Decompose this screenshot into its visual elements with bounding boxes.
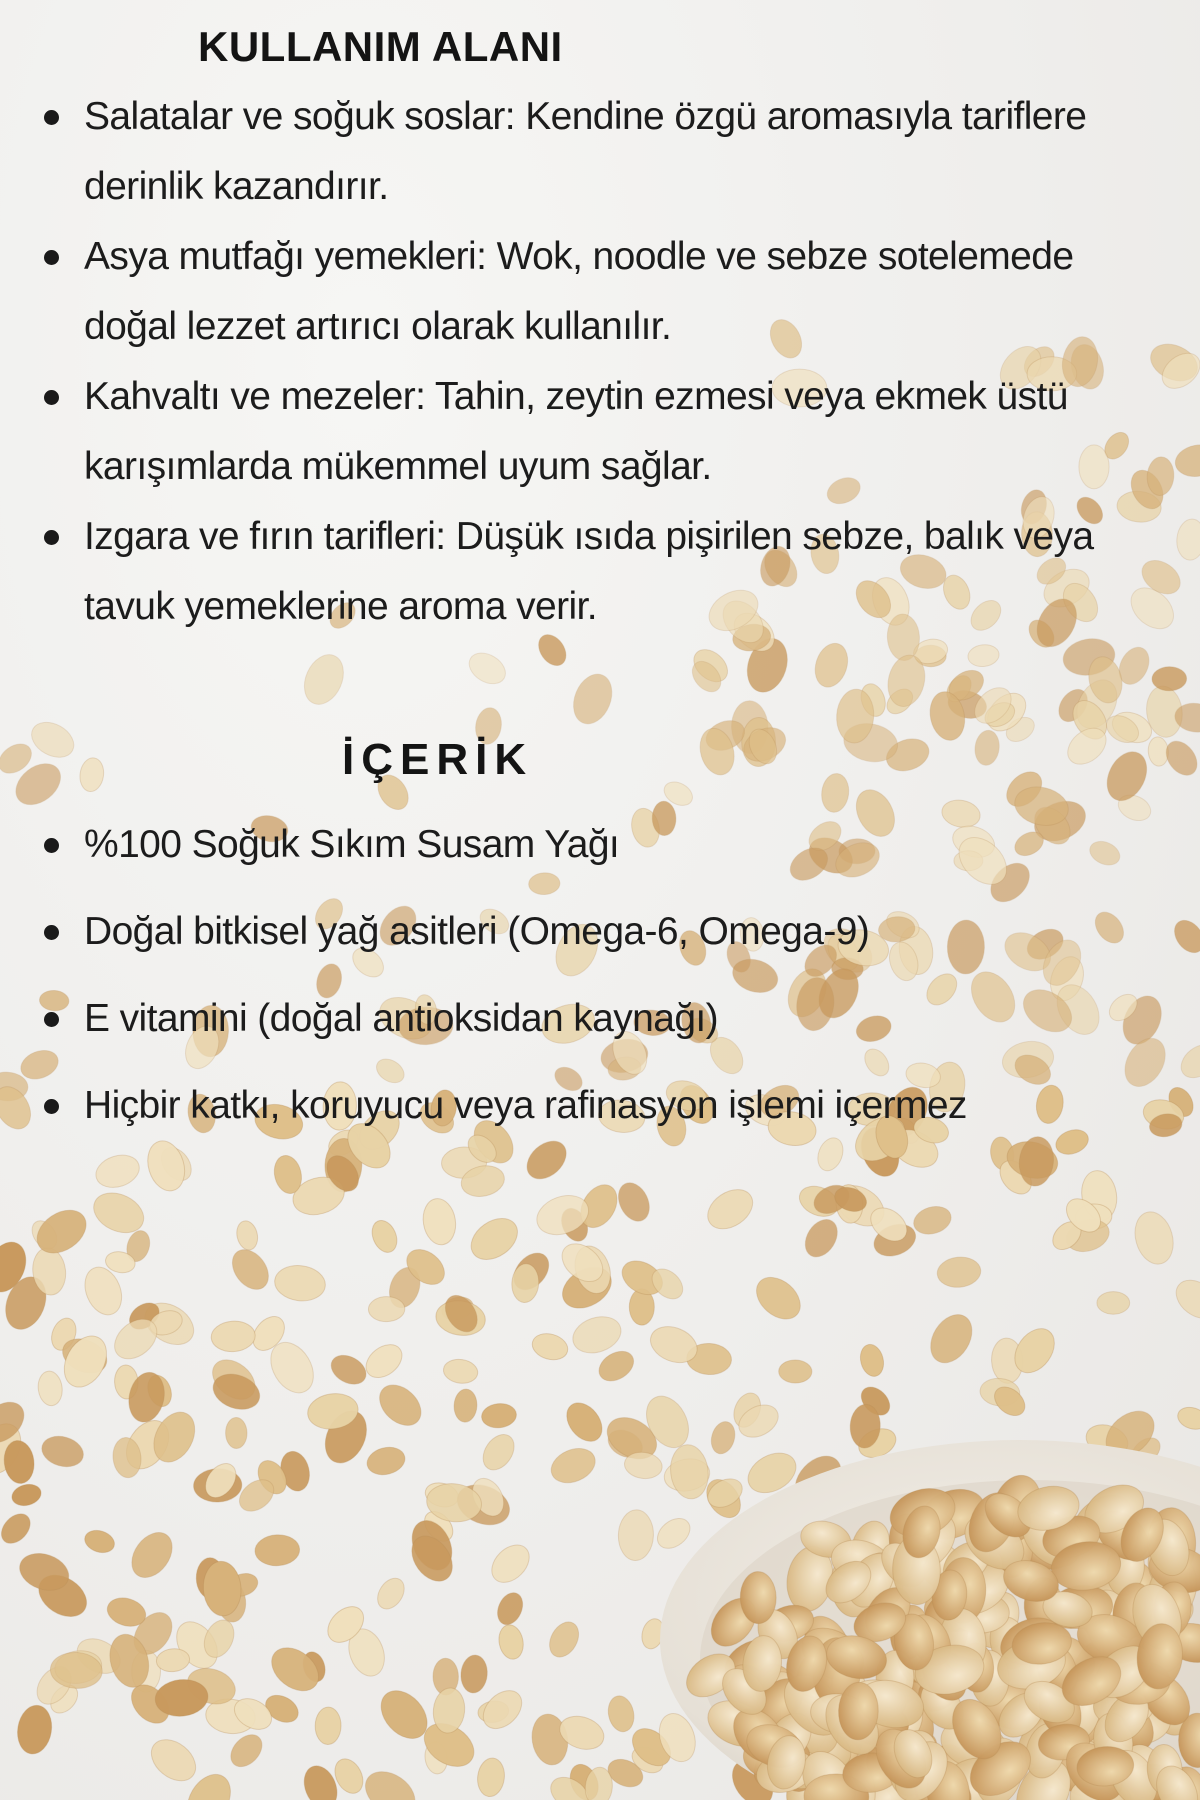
usage-list — [0, 82, 1140, 642]
bullet-icon — [44, 1099, 59, 1114]
bullet-icon — [44, 1012, 59, 1027]
ingredient-item-text: Hiçbir katkı, koruyucu veya rafinasyon işlemi içermez — [84, 1084, 967, 1127]
ingredients-heading: İÇERİK — [342, 735, 534, 784]
ingredients-list-item — [0, 815, 1140, 875]
usage-list-item — [0, 82, 1140, 222]
ingredients-list-item — [0, 902, 1140, 962]
usage-list-item — [0, 222, 1140, 362]
ingredient-item-text: E vitamini (doğal antioksidan kaynağı) — [84, 997, 719, 1040]
bullet-icon — [44, 925, 59, 940]
usage-item-text: Asya mutfağı yemekleri: Wok, noodle ve sebze sotelemede doğal lezzet artırıcı olarak kullanılır. — [84, 235, 1074, 348]
usage-list-item — [0, 502, 1140, 642]
ingredients-list-item — [0, 989, 1140, 1049]
bullet-icon — [44, 110, 59, 125]
bullet-icon — [44, 838, 59, 853]
ingredient-item-text: %100 Soğuk Sıkım Susam Yağı — [84, 823, 620, 866]
bullet-icon — [44, 250, 59, 265]
usage-list-item — [0, 362, 1140, 502]
ingredients-list-item — [0, 1076, 1140, 1136]
bullet-icon — [44, 390, 59, 405]
usage-item-text: Salatalar ve soğuk soslar: Kendine özgü aromasıyla tariflere derinlik kazandırır. — [84, 95, 1087, 208]
bullet-icon — [44, 530, 59, 545]
ingredients-list — [0, 815, 1140, 1163]
usage-item-text: Kahvaltı ve mezeler: Tahin, zeytin ezmesi veya ekmek üstü karışımlarda mükemmel uyum sağlar. — [84, 375, 1068, 488]
usage-heading: KULLANIM ALANI — [198, 23, 563, 70]
usage-item-text: Izgara ve fırın tarifleri: Düşük ısıda pişirilen sebze, balık veya tavuk yemeklerine aroma verir. — [84, 515, 1094, 628]
ingredient-item-text: Doğal bitkisel yağ asitleri (Omega-6, Omega-9) — [84, 910, 870, 953]
